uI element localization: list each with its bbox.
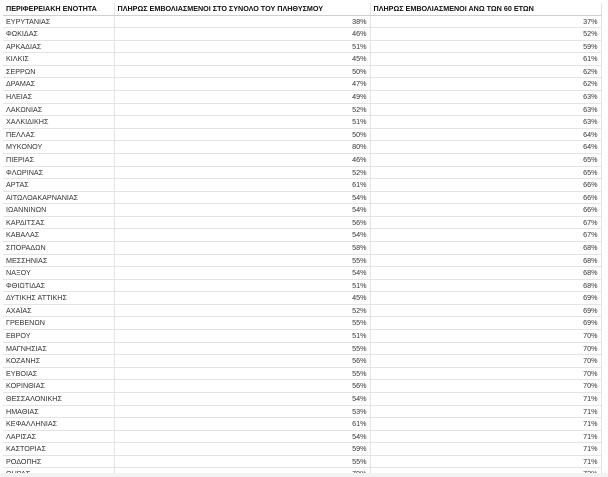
cell-total-population: 52%	[114, 103, 370, 116]
cell-total-population: 61%	[114, 179, 370, 192]
cell-over-60: 68%	[370, 279, 601, 292]
table-row	[3, 229, 601, 242]
cell-total-population: 54%	[114, 204, 370, 217]
cell-over-60: 63%	[370, 116, 601, 129]
cell-over-60: 63%	[370, 91, 601, 104]
table-row	[3, 40, 601, 53]
cell-total-population: 47%	[114, 78, 370, 91]
cell-over-60: 64%	[370, 141, 601, 154]
cell-region: ΣΠΟΡΑΔΩΝ	[3, 241, 114, 254]
table-row	[3, 204, 601, 217]
table-row	[3, 65, 601, 78]
cell-over-60: 59%	[370, 40, 601, 53]
cell-total-population: 55%	[114, 455, 370, 468]
cell-over-60: 63%	[370, 103, 601, 116]
cell-region: ΔΡΑΜΑΣ	[3, 78, 114, 91]
cell-region: ΦΛΩΡΙΝΑΣ	[3, 166, 114, 179]
table-row	[3, 304, 601, 317]
cell-region: ΑΡΚΑΔΙΑΣ	[3, 40, 114, 53]
cell-total-population: 46%	[114, 28, 370, 41]
cell-over-60: 66%	[370, 204, 601, 217]
cell-over-60: 70%	[370, 367, 601, 380]
cell-region: ΘΕΣΣΑΛΟΝΙΚΗΣ	[3, 392, 114, 405]
cell-over-60: 68%	[370, 254, 601, 267]
table-row	[3, 392, 601, 405]
cell-over-60: 52%	[370, 28, 601, 41]
cell-over-60: 71%	[370, 455, 601, 468]
cell-region: ΕΒΡΟΥ	[3, 330, 114, 343]
table-row	[3, 342, 601, 355]
cell-over-60: 70%	[370, 330, 601, 343]
cell-over-60: 70%	[370, 380, 601, 393]
cell-total-population: 56%	[114, 380, 370, 393]
table-row	[3, 254, 601, 267]
header-total-population: ΠΛΗΡΩΣ ΕΜΒΟΛΙΑΣΜΕΝΟΙ ΣΤΟ ΣΥΝΟΛΟ ΤΟΥ ΠΛΗΘΥΣΜΟΥ	[114, 3, 370, 15]
cell-region: ΡΟΔΟΠΗΣ	[3, 455, 114, 468]
header-over-60: ΠΛΗΡΩΣ ΕΜΒΟΛΙΑΣΜΕΝΟΙ ΑΝΩ ΤΩΝ 60 ΕΤΩΝ	[370, 3, 601, 15]
cell-region: ΚΙΛΚΙΣ	[3, 53, 114, 66]
cell-region: ΦΩΚΙΔΑΣ	[3, 28, 114, 41]
cell-over-60: 65%	[370, 153, 601, 166]
cell-region: ΚΟΖΑΝΗΣ	[3, 355, 114, 368]
bottom-edge	[0, 473, 608, 477]
cell-over-60: 69%	[370, 292, 601, 305]
cell-region: ΜΥΚΟΝΟΥ	[3, 141, 114, 154]
cell-total-population: 54%	[114, 392, 370, 405]
cell-total-population: 61%	[114, 418, 370, 431]
cell-total-population: 54%	[114, 430, 370, 443]
cell-total-population: 51%	[114, 279, 370, 292]
table-row	[3, 191, 601, 204]
table-row	[3, 91, 601, 104]
cell-total-population: 51%	[114, 330, 370, 343]
cell-region: ΛΑΡΙΣΑΣ	[3, 430, 114, 443]
cell-total-population: 55%	[114, 342, 370, 355]
cell-total-population: 52%	[114, 166, 370, 179]
table-row	[3, 279, 601, 292]
table-row	[3, 443, 601, 456]
cell-over-60: 70%	[370, 342, 601, 355]
cell-total-population: 54%	[114, 267, 370, 280]
cell-over-60: 68%	[370, 267, 601, 280]
cell-over-60: 66%	[370, 179, 601, 192]
cell-total-population: 51%	[114, 116, 370, 129]
cell-over-60: 65%	[370, 166, 601, 179]
table-row	[3, 103, 601, 116]
cell-region: ΣΕΡΡΩΝ	[3, 65, 114, 78]
cell-total-population: 56%	[114, 355, 370, 368]
cell-region: ΚΟΡΙΝΘΙΑΣ	[3, 380, 114, 393]
cell-region: ΚΕΦΑΛΛΗΝΙΑΣ	[3, 418, 114, 431]
cell-region: ΦΘΙΩΤΙΔΑΣ	[3, 279, 114, 292]
cell-over-60: 68%	[370, 241, 601, 254]
cell-over-60: 71%	[370, 430, 601, 443]
header-region: ΠΕΡΙΦΕΡΕΙΑΚΗ ΕΝΟΤΗΤΑ	[3, 3, 114, 15]
cell-region: ΚΑΒΑΛΑΣ	[3, 229, 114, 242]
table-row	[3, 418, 601, 431]
cell-region: ΔΥΤΙΚΗΣ ΑΤΤΙΚΗΣ	[3, 292, 114, 305]
table-row	[3, 380, 601, 393]
cell-over-60: 67%	[370, 229, 601, 242]
table-row	[3, 141, 601, 154]
cell-over-60: 69%	[370, 304, 601, 317]
cell-over-60: 61%	[370, 53, 601, 66]
table-row	[3, 153, 601, 166]
header-row	[3, 3, 601, 15]
cell-total-population: 50%	[114, 65, 370, 78]
cell-region: ΜΑΓΝΗΣΙΑΣ	[3, 342, 114, 355]
table-row	[3, 330, 601, 343]
cell-over-60: 67%	[370, 216, 601, 229]
cell-over-60: 71%	[370, 443, 601, 456]
table-row	[3, 405, 601, 418]
table-row	[3, 430, 601, 443]
cell-region: ΙΩΑΝΝΙΝΩΝ	[3, 204, 114, 217]
table-row	[3, 53, 601, 66]
cell-region: ΝΑΞΟΥ	[3, 267, 114, 280]
cell-region: ΜΕΣΣΗΝΙΑΣ	[3, 254, 114, 267]
cell-total-population: 55%	[114, 317, 370, 330]
table-row	[3, 241, 601, 254]
cell-region: ΚΑΡΔΙΤΣΑΣ	[3, 216, 114, 229]
cell-total-population: 38%	[114, 15, 370, 28]
cell-total-population: 54%	[114, 229, 370, 242]
table-row	[3, 179, 601, 192]
cell-region: ΧΑΛΚΙΔΙΚΗΣ	[3, 116, 114, 129]
cell-total-population: 52%	[114, 304, 370, 317]
table-row	[3, 15, 601, 28]
vaccination-table	[3, 3, 602, 477]
cell-region: ΠΕΛΛΑΣ	[3, 128, 114, 141]
cell-total-population: 58%	[114, 241, 370, 254]
table-row	[3, 455, 601, 468]
table-row	[3, 355, 601, 368]
cell-total-population: 54%	[114, 191, 370, 204]
cell-region: ΛΑΚΩΝΙΑΣ	[3, 103, 114, 116]
table-row	[3, 317, 601, 330]
cell-region: ΗΛΕΙΑΣ	[3, 91, 114, 104]
table-row	[3, 292, 601, 305]
cell-over-60: 70%	[370, 355, 601, 368]
cell-region: ΑΧΑΪΑΣ	[3, 304, 114, 317]
cell-over-60: 37%	[370, 15, 601, 28]
table-row	[3, 28, 601, 41]
cell-over-60: 71%	[370, 392, 601, 405]
cell-total-population: 45%	[114, 292, 370, 305]
cell-over-60: 69%	[370, 317, 601, 330]
cell-over-60: 71%	[370, 405, 601, 418]
cell-total-population: 49%	[114, 91, 370, 104]
cell-region: ΑΙΤΩΛΟΑΚΑΡΝΑΝΙΑΣ	[3, 191, 114, 204]
cell-region: ΑΡΤΑΣ	[3, 179, 114, 192]
table-row	[3, 128, 601, 141]
cell-total-population: 46%	[114, 153, 370, 166]
cell-total-population: 59%	[114, 443, 370, 456]
cell-total-population: 55%	[114, 367, 370, 380]
cell-region: ΕΥΒΟΙΑΣ	[3, 367, 114, 380]
cell-over-60: 62%	[370, 78, 601, 91]
cell-region: ΕΥΡΥΤΑΝΙΑΣ	[3, 15, 114, 28]
table-body	[3, 15, 601, 477]
table-row	[3, 116, 601, 129]
cell-total-population: 45%	[114, 53, 370, 66]
cell-over-60: 66%	[370, 191, 601, 204]
cell-over-60: 71%	[370, 418, 601, 431]
table-row	[3, 78, 601, 91]
cell-total-population: 50%	[114, 128, 370, 141]
table-row	[3, 267, 601, 280]
cell-region: ΓΡΕΒΕΝΩΝ	[3, 317, 114, 330]
cell-total-population: 56%	[114, 216, 370, 229]
table-row	[3, 216, 601, 229]
cell-region: ΗΜΑΘΙΑΣ	[3, 405, 114, 418]
table-row	[3, 166, 601, 179]
cell-over-60: 62%	[370, 65, 601, 78]
cell-over-60: 64%	[370, 128, 601, 141]
cell-total-population: 80%	[114, 141, 370, 154]
cell-total-population: 53%	[114, 405, 370, 418]
cell-region: ΠΙΕΡΙΑΣ	[3, 153, 114, 166]
cell-total-population: 55%	[114, 254, 370, 267]
cell-region: ΚΑΣΤΟΡΙΑΣ	[3, 443, 114, 456]
table-row	[3, 367, 601, 380]
cell-total-population: 51%	[114, 40, 370, 53]
